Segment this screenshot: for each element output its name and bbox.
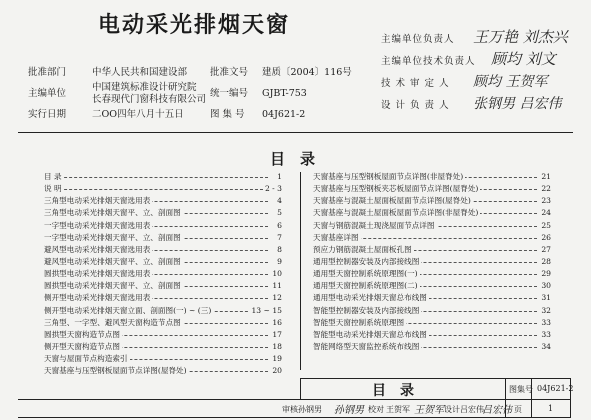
toc-entry-title: 说 明 <box>44 183 64 195</box>
toc-entry[interactable] <box>44 232 282 244</box>
toc-entry[interactable] <box>44 195 282 207</box>
toc-entry-title: 预应力钢筋混凝土屋面板孔图 <box>313 244 414 256</box>
impl-date-label: 实行日期 <box>28 109 67 120</box>
reviewer: 孙钢男 <box>298 405 322 414</box>
toc-entry-page: 26 <box>539 232 551 244</box>
chief-unit-line2: 长春现代门窗科技有限公司 <box>92 94 207 105</box>
toc-entry-title: 智能型控制器安装及内部接线图 <box>313 305 421 317</box>
approve-dept: 中华人民共和国建设部 <box>92 67 188 78</box>
toc-entry-page: 21 <box>539 171 551 183</box>
toc-entry-page: 30 <box>539 280 551 292</box>
toc-entry-page: 25 <box>539 220 551 232</box>
toc-entry-title: 天窗与屋面节点构造索引 <box>44 353 130 365</box>
responsible-row <box>381 96 586 116</box>
atlas-label: 图集号 <box>509 385 533 394</box>
toc-entry-title: 通用型天窗控制系统原理图(一) <box>313 268 420 280</box>
title-block-mid <box>18 399 570 400</box>
design-label: 设计 <box>444 405 460 414</box>
toc-entry[interactable] <box>313 341 551 353</box>
toc-entry-title: 避风型电动采光排烟天窗平、立、剖面图 <box>44 256 183 268</box>
toc-entry-title: 一字型电动采光排烟天窗选用表 <box>44 220 152 232</box>
page-label: 页 <box>514 405 522 414</box>
toc-entry[interactable] <box>44 244 282 256</box>
toc-entry-title: 圆拱型电动采光排烟天窗平、立、剖面图 <box>44 280 183 292</box>
toc-entry-page: 1 <box>275 171 282 183</box>
toc-entry[interactable] <box>44 268 282 280</box>
toc-entry-title: 天窗基座详图 <box>313 232 361 244</box>
toc-entry[interactable] <box>44 341 282 353</box>
header-divider <box>18 132 573 133</box>
signature: 张钢男 吕宏伟 <box>473 96 562 112</box>
toc-entry-page: 11 <box>270 280 282 292</box>
responsible-label: 主编单位技术负责人 <box>381 56 476 67</box>
toc-entry-title: 智能型电动采光排烟天窗总布线图 <box>313 329 429 341</box>
toc-entry-page: 17 <box>270 329 282 341</box>
proof-label: 校对 <box>368 405 384 414</box>
toc-entry-title: 侧开型电动采光排烟天窗选用表 <box>44 292 152 304</box>
toc-entry-page: 2 - 3 <box>263 183 282 195</box>
impl-date: 二OO四年八月十五日 <box>92 109 184 120</box>
toc-entry-title: 天窗基座与压型钢板屋面节点详图(非屋脊处) <box>313 171 465 183</box>
signature: 王万艳 刘杰兴 <box>473 28 568 46</box>
toc-entry-page: 22 <box>539 183 551 195</box>
toc-entry-title: 一字型电动采光排烟天窗平、立、剖面图 <box>44 232 183 244</box>
toc-entry[interactable] <box>313 292 551 304</box>
toc-entry[interactable] <box>313 280 551 292</box>
toc-entry[interactable] <box>313 207 551 219</box>
toc-entry-page: 7 <box>275 232 282 244</box>
toc-entry[interactable] <box>313 220 551 232</box>
toc-entry-page: 31 <box>539 292 551 304</box>
toc-entry-title: 天窗基座与混凝土屋面板屋面节点详图(非屋脊处) <box>313 207 480 219</box>
toc-entry[interactable] <box>44 365 282 377</box>
toc-entry[interactable] <box>44 317 282 329</box>
page-number: 1 <box>548 404 554 413</box>
toc-entry-title: 侧开型电动采光排烟天窗立面、剖面图(一) ~ (三) <box>44 305 213 317</box>
responsible-label: 设 计 负 责 人 <box>381 100 450 111</box>
toc-entry-title: 智能网络型天窗监控系统布线图 <box>313 341 421 353</box>
toc-entry-page: 27 <box>539 244 551 256</box>
toc-entry-title: 天窗基座与压型钢板夹芯板屋面节点详图(屋脊处) <box>313 183 480 195</box>
toc-entry-page: 13 ~ 15 <box>249 305 282 317</box>
toc-entry-title: 通用型天窗控制系统原理图(二) <box>313 280 420 292</box>
review-label: 审核 <box>282 405 298 414</box>
toc-entry-page: 33 <box>539 329 551 341</box>
toc-entry-title: 目 录 <box>44 171 64 183</box>
toc-entry[interactable] <box>44 220 282 232</box>
toc-entry-page: 9 <box>275 256 282 268</box>
toc-entry[interactable] <box>44 207 282 219</box>
chief-unit-line1: 中国建筑标准设计研究院 <box>92 82 197 93</box>
toc-entry-page: 10 <box>270 268 282 280</box>
toc-entry-page: 12 <box>270 292 282 304</box>
toc-right <box>313 171 551 353</box>
toc-entry-title: 三角型、一字型、避风型天窗构造节点图 <box>44 317 183 329</box>
toc-entry[interactable] <box>44 305 282 317</box>
toc-entry[interactable] <box>313 268 551 280</box>
toc-entry-page: 20 <box>270 365 282 377</box>
responsible-label: 技 术 审 定 人 <box>381 78 450 89</box>
toc-entry-page: 32 <box>539 305 551 317</box>
toc-entry-page: 5 <box>275 207 282 219</box>
toc-entry-page: 16 <box>270 317 282 329</box>
toc-entry-page: 34 <box>539 341 551 353</box>
atlas-no-label: 图 集 号 <box>210 109 245 120</box>
responsible-row <box>381 74 586 94</box>
toc-entry[interactable] <box>44 329 282 341</box>
toc-entry-page: 28 <box>539 256 551 268</box>
toc-entry[interactable] <box>44 256 282 268</box>
column-divider <box>300 172 301 370</box>
toc-entry-title: 天窗基座与混凝土屋面板屋面节点详图(屋脊处) <box>313 195 473 207</box>
responsible-label: 主编单位负责人 <box>381 34 455 45</box>
unified-no-label: 统一编号 <box>210 88 249 99</box>
toc-entry[interactable] <box>44 280 282 292</box>
title-block-top <box>300 378 570 379</box>
toc-entry[interactable] <box>313 183 551 195</box>
toc-entry-title: 三角型电动采光排烟天窗平、立、剖面图 <box>44 207 183 219</box>
title-block-bottom <box>18 417 570 418</box>
toc-entry-page: 29 <box>539 268 551 280</box>
toc-entry[interactable] <box>313 171 551 183</box>
title-block-name: 目 录 <box>372 383 414 399</box>
toc-entry[interactable] <box>313 305 551 317</box>
toc-entry[interactable] <box>313 329 551 341</box>
toc-entry-title: 三角型电动采光排烟天窗选用表 <box>44 195 152 207</box>
atlas-no: 04J621-2 <box>262 109 306 120</box>
signature: 顾均 王贺军 <box>473 74 548 90</box>
toc-left <box>44 171 282 377</box>
toc-entry-page: 6 <box>275 220 282 232</box>
title-block-divider <box>300 378 301 400</box>
designer-signature: 吕宏伟 <box>482 405 512 416</box>
toc-entry-page: 8 <box>275 244 282 256</box>
toc-title: 目 录 <box>270 150 316 168</box>
chief-unit-label: 主编单位 <box>28 88 67 99</box>
toc-entry-page: 19 <box>270 353 282 365</box>
toc-entry-page: 33 <box>539 317 551 329</box>
toc-entry-title: 天窗与钢筋混凝土现浇屋面节点详图 <box>313 220 437 232</box>
approve-doc-label: 批准文号 <box>210 67 249 78</box>
toc-entry[interactable] <box>44 292 282 304</box>
toc-entry-title: 避风型电动采光排烟天窗选用表 <box>44 244 152 256</box>
approve-dept-label: 批准部门 <box>28 67 67 78</box>
toc-entry[interactable] <box>313 232 551 244</box>
toc-entry[interactable] <box>44 171 282 183</box>
designer: 吕宏伟 <box>460 405 484 414</box>
toc-entry[interactable] <box>44 353 282 365</box>
unified-no: GJBT-753 <box>262 88 307 99</box>
atlas-number: 04J621-2 <box>537 384 574 393</box>
toc-entry-title: 天窗基座与压型钢板屋面节点详图(屋脊处) <box>44 365 189 377</box>
toc-entry-title: 通用型控制器安装及内部接线图 <box>313 256 421 268</box>
toc-entry[interactable] <box>44 183 282 195</box>
toc-entry[interactable] <box>313 244 551 256</box>
proofer-signature: 王贺军 <box>414 405 444 416</box>
toc-entry-title: 侧开型天窗构造节点图 <box>44 341 122 353</box>
signature: 顾均 刘文 <box>491 50 556 68</box>
toc-entry-title: 圆拱型天窗构造节点图 <box>44 329 122 341</box>
toc-entry[interactable] <box>313 317 551 329</box>
toc-entry-title: 圆拱型电动采光排烟天窗选用表 <box>44 268 152 280</box>
toc-entry-title: 智能型天窗控制系统原理图 <box>313 317 406 329</box>
reviewer-signature: 孙钢男 <box>334 405 364 416</box>
page-title: 电动采光排烟天窗 <box>98 13 291 38</box>
toc-entry-page: 18 <box>270 341 282 353</box>
approve-doc: 建质〔2004〕116号 <box>262 67 352 78</box>
toc-entry-title: 通用型电动采光排烟天窗总布线图 <box>313 292 429 304</box>
toc-entry-page: 24 <box>539 207 551 219</box>
toc-entry-page: 4 <box>275 195 282 207</box>
toc-entry[interactable] <box>313 256 551 268</box>
toc-entry[interactable] <box>313 195 551 207</box>
responsible-row <box>381 52 586 72</box>
responsible-row <box>381 30 586 50</box>
toc-entry-page: 23 <box>539 195 551 207</box>
proofer: 王贺军 <box>386 405 410 414</box>
